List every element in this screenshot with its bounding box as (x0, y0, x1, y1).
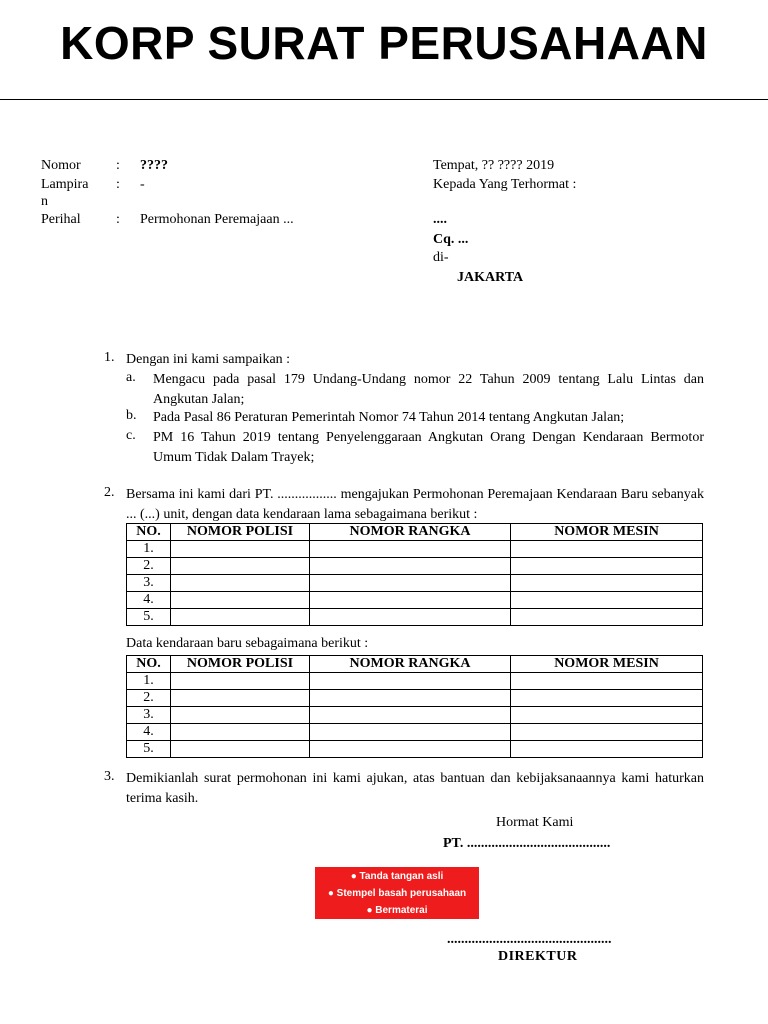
nomor-polisi-cell (171, 690, 310, 707)
col-header-no: NO. (127, 524, 171, 541)
col-header-nomor-mesin: NOMOR MESIN (511, 524, 703, 541)
item-b-text: Pada Pasal 86 Peraturan Pemerintah Nomor 74 Tahun 2014 tentang Angkutan Jalan; (153, 410, 625, 425)
note-company-stamp: ● Stempel basah perusahaan (327, 887, 467, 899)
signature-requirements-box (315, 867, 479, 919)
nomor-polisi-cell (171, 741, 310, 758)
nomor-rangka-cell (310, 541, 511, 558)
nomor-polisi-cell (171, 592, 310, 609)
table-row (127, 541, 703, 558)
row-number: 3. (127, 707, 171, 724)
nomor-rangka-cell (310, 592, 511, 609)
lampiran-colon: : (116, 177, 120, 192)
nomor-rangka-cell (310, 575, 511, 592)
row-number: 1. (127, 541, 171, 558)
nomor-rangka-cell (310, 724, 511, 741)
col-header-no: NO. (127, 656, 171, 673)
signature-line: ............................................... (447, 932, 612, 947)
new-vehicle-caption: Data kendaraan baru sebagaimana berikut : (126, 636, 369, 651)
nomor-rangka-cell (310, 741, 511, 758)
nomor-value: ???? (140, 158, 168, 173)
item-a-text: Mengacu pada pasal 179 Undang-Undang nomor 22 Tahun 2009 tentang Lalu Lintas dan Angkutan Jalan; (153, 372, 704, 407)
perihal-label: Perihal (41, 212, 81, 227)
place-date: Tempat, ?? ???? 2019 (433, 158, 555, 173)
row-number: 5. (127, 741, 171, 758)
table-row (127, 673, 703, 690)
lampiran-value: - (140, 177, 145, 192)
header-divider (0, 99, 768, 100)
paragraph-3-text: Demikianlah surat permohonan ini kami ajukan, atas bantuan dan kebijaksanaannya kami haturkan terima kasih. (126, 771, 704, 806)
nomor-mesin-cell (511, 558, 703, 575)
perihal-value: Permohonan Peremajaan ... (140, 212, 294, 227)
table-row (127, 575, 703, 592)
nomor-mesin-cell (511, 673, 703, 690)
letterhead-title: KORP SURAT PERUSAHAAN (60, 17, 708, 69)
note-stamp-duty: ● Bermaterai (366, 904, 428, 916)
table-header-row (127, 524, 703, 541)
nomor-polisi-cell (171, 609, 310, 626)
nomor-polisi-cell (171, 707, 310, 724)
table-header-row (127, 656, 703, 673)
row-number: 4. (127, 592, 171, 609)
nomor-polisi-cell (171, 541, 310, 558)
closing-salutation: Hormat Kami (496, 815, 574, 830)
lampiran-label-wrap: n (41, 194, 48, 209)
row-number: 1. (127, 673, 171, 690)
item-c-letter: c. (126, 428, 136, 443)
col-header-nomor-polisi: NOMOR POLISI (171, 524, 310, 541)
table-row (127, 741, 703, 758)
paragraph-2-text: Bersama ini kami dari PT. ................. mengajukan Permohonan Peremajaan Kendaraan Baru sebanyak ... (...) unit, dengan data kendaraan lama sebagaimana berikut : (126, 487, 704, 522)
item-a-letter: a. (126, 370, 136, 385)
recipient-city: JAKARTA (457, 270, 524, 285)
recipient-di: di- (433, 250, 449, 265)
nomor-mesin-cell (511, 541, 703, 558)
row-number: 2. (127, 558, 171, 575)
item-c-text: PM 16 Tahun 2019 tentang Penyelenggaraan Angkutan Orang Dengan Kendaraan Bermotor Umum Tidak Dalam Trayek; (153, 430, 704, 465)
nomor-mesin-cell (511, 575, 703, 592)
nomor-mesin-cell (511, 592, 703, 609)
table-row (127, 690, 703, 707)
nomor-label: Nomor (41, 158, 81, 173)
nomor-mesin-cell (511, 741, 703, 758)
nomor-rangka-cell (310, 690, 511, 707)
new-vehicle-table (126, 655, 703, 758)
recipient-cq: Cq. ... (433, 232, 469, 247)
table-row (127, 609, 703, 626)
nomor-rangka-cell (310, 707, 511, 724)
lampiran-label: Lampira (41, 177, 89, 192)
col-header-nomor-rangka: NOMOR RANGKA (310, 656, 511, 673)
row-number: 5. (127, 609, 171, 626)
paragraph-1-text: Dengan ini kami sampaikan : (126, 352, 291, 367)
nomor-polisi-cell (171, 724, 310, 741)
old-vehicle-table (126, 523, 703, 626)
row-number: 3. (127, 575, 171, 592)
table-row (127, 724, 703, 741)
nomor-rangka-cell (310, 558, 511, 575)
nomor-mesin-cell (511, 707, 703, 724)
nomor-colon: : (116, 158, 120, 173)
nomor-rangka-cell (310, 609, 511, 626)
nomor-mesin-cell (511, 724, 703, 741)
recipient-greeting: Kepada Yang Terhormat : (433, 177, 577, 192)
recipient-name: .... (433, 212, 447, 227)
nomor-polisi-cell (171, 575, 310, 592)
col-header-nomor-rangka: NOMOR RANGKA (310, 524, 511, 541)
row-number: 2. (127, 690, 171, 707)
nomor-mesin-cell (511, 690, 703, 707)
paragraph-2-number: 2. (104, 485, 115, 500)
col-header-nomor-mesin: NOMOR MESIN (511, 656, 703, 673)
signature-company: PT. ......................................... (443, 836, 611, 851)
nomor-mesin-cell (511, 609, 703, 626)
table-row (127, 592, 703, 609)
row-number: 4. (127, 724, 171, 741)
paragraph-1-number: 1. (104, 350, 115, 365)
signer-title: DIREKTUR (498, 949, 578, 964)
nomor-rangka-cell (310, 673, 511, 690)
table-row (127, 707, 703, 724)
nomor-polisi-cell (171, 558, 310, 575)
perihal-colon: : (116, 212, 120, 227)
table-row (127, 558, 703, 575)
note-original-signature: ● Tanda tangan asli (350, 870, 444, 882)
paragraph-3-number: 3. (104, 769, 115, 784)
item-b-letter: b. (126, 408, 137, 423)
nomor-polisi-cell (171, 673, 310, 690)
col-header-nomor-polisi: NOMOR POLISI (171, 656, 310, 673)
